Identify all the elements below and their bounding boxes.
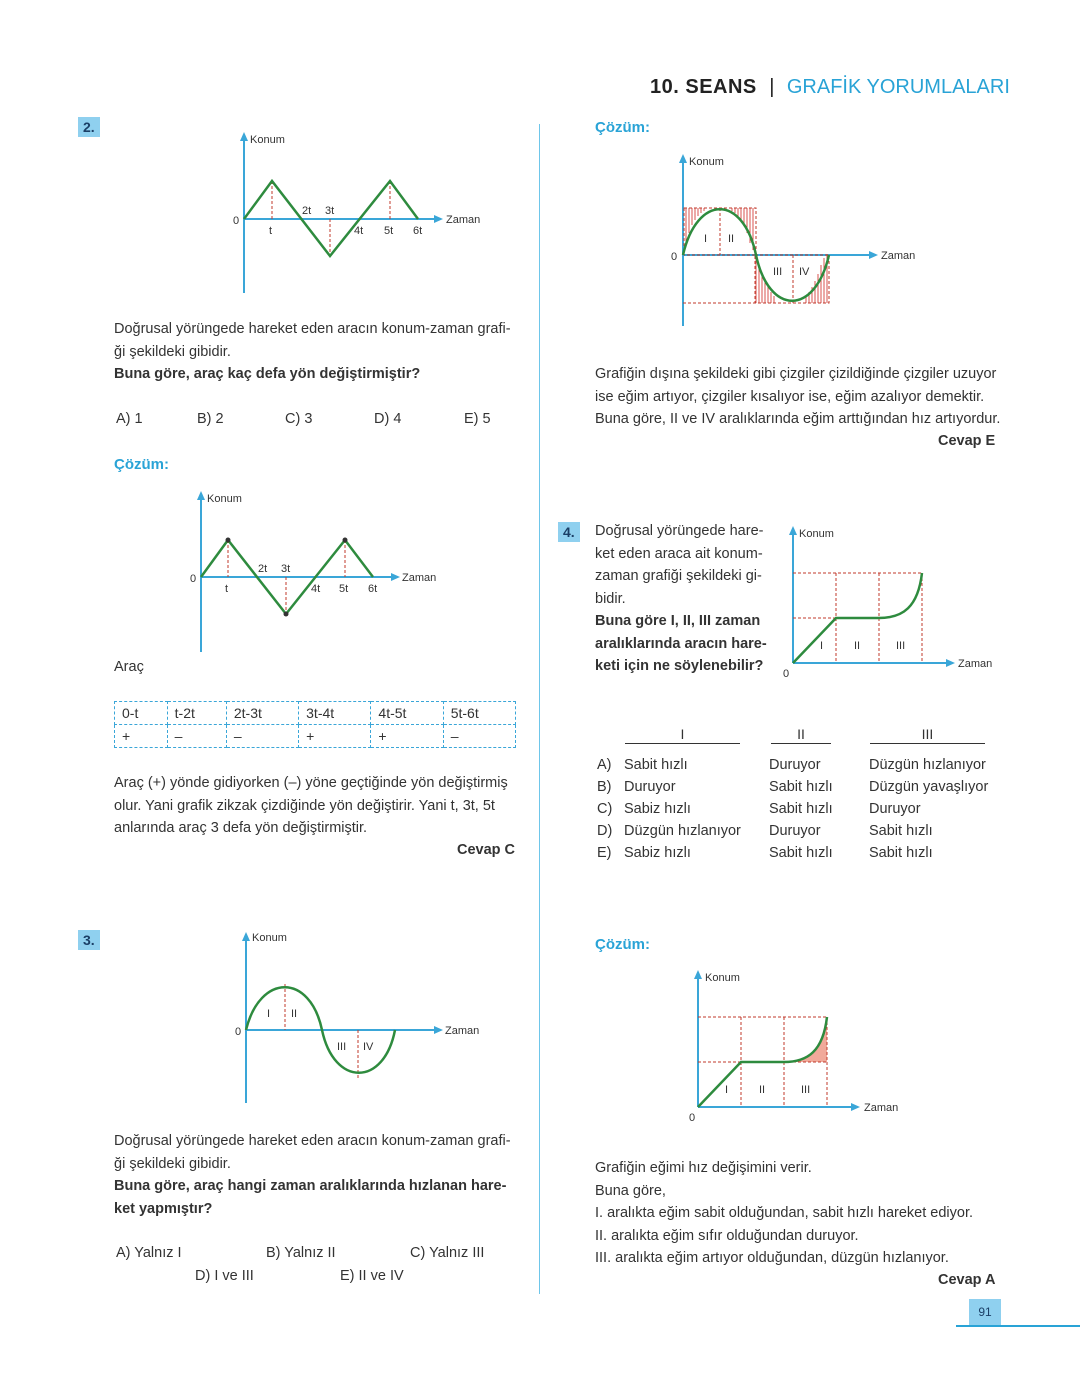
table-sign-cell: +: [115, 725, 168, 748]
q4-explanation: [595, 1157, 1005, 1270]
col-header-i: I: [625, 726, 740, 744]
q3-option-a[interactable]: A) Yalnız I: [116, 1245, 182, 1261]
table-sign-cell: –: [167, 725, 226, 748]
axis-label-konum: Konum: [252, 932, 287, 944]
region-label-iii: III: [801, 1084, 811, 1096]
q2-option-d[interactable]: D) 4: [374, 411, 402, 427]
option-iii: Duruyor: [869, 801, 921, 817]
origin-label: 0: [689, 1112, 696, 1124]
option-i: Sabiz hızlı: [624, 801, 691, 817]
region-label-iii: III: [337, 1041, 347, 1053]
region-label-iii: III: [773, 266, 783, 278]
tick-4t: 4t: [354, 225, 364, 237]
table-header-cell: 5t-6t: [443, 702, 515, 725]
axis-label-zaman: Zaman: [881, 250, 916, 262]
option-iii: Sabit hızlı: [869, 823, 933, 839]
q4-explanation-line: Grafiğin eğimi hız değişimini verir.: [595, 1160, 812, 1176]
option-letter: E): [597, 845, 612, 861]
option-i: Sabit hızlı: [624, 757, 688, 773]
table-header-cell: 4t-5t: [371, 702, 443, 725]
q4-explanation-line: I. aralıkta eğim sabit olduğundan, sabit hızlı hareket ediyor.: [595, 1205, 974, 1221]
q4-question-line: keti için ne söylenebilir?: [595, 658, 764, 674]
option-ii: Duruyor: [769, 823, 821, 839]
axis-label-zaman: Zaman: [402, 572, 437, 584]
axis-label-zaman: Zaman: [864, 1102, 899, 1114]
table-header-cell: 2t-3t: [226, 702, 298, 725]
q4-text-line: ket eden araca ait konum-: [595, 545, 763, 562]
option-ii: Sabit hızlı: [769, 779, 833, 795]
q2-stem: [114, 318, 524, 386]
q3-solution-label: Çözüm:: [595, 119, 650, 136]
q4-text-line: bidir.: [595, 590, 626, 607]
region-label-ii: II: [728, 233, 735, 245]
axis-label-konum: Konum: [250, 134, 285, 146]
q3-explanation: [595, 363, 1005, 431]
axis-label-zaman: Zaman: [445, 1025, 480, 1037]
tick-2t: 2t: [302, 205, 312, 217]
option-ii: Duruyor: [769, 757, 821, 773]
region-label-ii: II: [854, 640, 861, 652]
option-letter: B): [597, 779, 612, 795]
tick-4t: 4t: [311, 583, 321, 595]
q4-graph: [778, 522, 1018, 682]
q4-option-b[interactable]: [597, 779, 1007, 799]
table-sign-cell: –: [226, 725, 298, 748]
q3-stem: [114, 1130, 524, 1220]
option-letter: A): [597, 757, 612, 773]
region-label-iv: IV: [363, 1041, 374, 1053]
region-label-iii: III: [896, 640, 906, 652]
axis-label-konum: Konum: [207, 493, 242, 505]
column-divider: [539, 124, 540, 1294]
axis-label-konum: Konum: [689, 156, 724, 168]
q4-option-a[interactable]: [597, 757, 1007, 777]
q4-explanation-line: Buna göre,: [595, 1182, 666, 1199]
table-sign-cell: –: [443, 725, 515, 748]
axis-label-zaman: Zaman: [958, 658, 993, 670]
q2-answer: Cevap C: [457, 842, 516, 858]
q3-question-line2: ket yapmıştır?: [114, 1200, 213, 1217]
q4-explanation-line: III. aralıkta eğim artıyor olduğundan, düzgün hızlanıyor.: [595, 1250, 949, 1266]
page-footer-line: [956, 1325, 1080, 1327]
table-row: [115, 702, 516, 725]
region-label-i: I: [820, 640, 824, 652]
q4-question-line: Buna göre I, II, III zaman: [595, 613, 761, 629]
origin-label: 0: [671, 251, 678, 263]
q4-option-d[interactable]: [597, 823, 1007, 843]
origin-label: 0: [783, 668, 790, 680]
tick-t: t: [269, 225, 273, 237]
q4-option-e[interactable]: [597, 845, 1007, 865]
q3-answer: Cevap E: [938, 433, 996, 449]
option-iii: Düzgün hızlanıyor: [869, 757, 986, 773]
option-letter: C): [597, 801, 613, 817]
origin-label: 0: [233, 215, 240, 227]
question-number-2: 2.: [78, 117, 100, 137]
q3-explanation-line1: Grafiğin dışına şekildeki gibi çizgiler çizildiğinde çizgiler uzuyor: [595, 366, 997, 382]
q4-options: [597, 757, 1007, 869]
q4-answer: Cevap A: [938, 1272, 996, 1288]
q4-text-line: zaman grafiği şekildeki gi-: [595, 568, 762, 584]
option-ii: Sabit hızlı: [769, 845, 833, 861]
question-number-3: 3.: [78, 930, 100, 950]
axis-label-zaman: Zaman: [446, 214, 481, 226]
q2-option-b[interactable]: B) 2: [197, 411, 224, 427]
tick-2t: 2t: [258, 563, 268, 575]
q2-option-e[interactable]: E) 5: [464, 411, 491, 427]
q4-question-line: aralıklarında aracın hare-: [595, 635, 767, 652]
q4-explanation-line: II. aralıkta eğim sıfır olduğundan duruyor.: [595, 1227, 859, 1244]
q3-option-d[interactable]: D) I ve III: [195, 1268, 254, 1284]
q4-solution-label: Çözüm:: [595, 936, 650, 953]
q2-option-c[interactable]: C) 3: [285, 411, 313, 427]
table-header-cell: t-2t: [167, 702, 226, 725]
header-separator: |: [769, 76, 775, 98]
page-number: 91: [969, 1299, 1001, 1325]
page-header: [650, 76, 1010, 99]
q4-option-c[interactable]: [597, 801, 1007, 821]
q2-text-line2: ği şekildeki gibidir.: [114, 343, 231, 360]
tick-6t: 6t: [413, 225, 423, 237]
table-sign-cell: +: [299, 725, 371, 748]
region-label-i: I: [725, 1084, 729, 1096]
region-label-i: I: [704, 233, 708, 245]
tick-6t: 6t: [368, 583, 378, 595]
q2-solution-label: Çözüm:: [114, 456, 169, 473]
table-row: [115, 725, 516, 748]
col-header-ii: II: [771, 726, 831, 744]
q3-question-line1: Buna göre, araç hangi zaman aralıklarında hızlanan hare-: [114, 1178, 507, 1194]
option-i: Sabiz hızlı: [624, 845, 691, 861]
q2-explanation: [114, 772, 524, 840]
origin-label: 0: [190, 573, 197, 585]
option-iii: Sabit hızlı: [869, 845, 933, 861]
option-i: Düzgün hızlanıyor: [624, 823, 741, 839]
col-header-iii: III: [870, 726, 985, 744]
tick-5t: 5t: [384, 225, 394, 237]
q3-explanation-line3: Buna göre, II ve IV aralıklarında eğim arttığından hız artıyordur.: [595, 411, 1001, 427]
origin-label: 0: [235, 1026, 242, 1038]
q4-solution-graph: [683, 966, 923, 1126]
q2-solution-graph: [185, 487, 455, 657]
q3-option-c[interactable]: C) Yalnız III: [410, 1245, 485, 1261]
tick-3t: 3t: [281, 563, 291, 575]
tick-5t: 5t: [339, 583, 349, 595]
q3-option-b[interactable]: B) Yalnız II: [266, 1245, 336, 1261]
region-label-iv: IV: [799, 266, 810, 278]
axis-label-konum: Konum: [799, 528, 834, 540]
header-title: GRAFİK YORUMLALARI: [786, 76, 1010, 98]
region-label-i: I: [267, 1008, 271, 1020]
tick-t: t: [225, 583, 229, 595]
q3-graph: [230, 928, 500, 1108]
session-label: 10. SEANS: [650, 76, 757, 98]
region-label-ii: II: [759, 1084, 766, 1096]
tick-3t: 3t: [325, 205, 335, 217]
q2-question: Buna göre, araç kaç defa yön değiştirmiştir?: [114, 366, 421, 382]
q3-text-line1: Doğrusal yörüngede hareket eden aracın konum-zaman grafi-: [114, 1133, 511, 1149]
direction-table: [114, 701, 516, 748]
q4-stem: [595, 520, 780, 678]
q4-text-line: Doğrusal yörüngede hare-: [595, 523, 764, 539]
q2-option-a[interactable]: A) 1: [116, 411, 143, 427]
region-label-ii: II: [291, 1008, 298, 1020]
table-sign-cell: +: [371, 725, 443, 748]
question-number-4: 4.: [558, 522, 580, 542]
q2-explanation-line1: Araç (+) yönde gidiyorken (–) yöne geçtiğinde yön değiştirmiş: [114, 775, 508, 791]
table-header-cell: 0-t: [115, 702, 168, 725]
q3-option-e[interactable]: E) II ve IV: [340, 1268, 404, 1284]
table-header-cell: 3t-4t: [299, 702, 371, 725]
q2-explanation-line3: anlarında araç 3 defa yön değiştirmiştir.: [114, 820, 368, 836]
q2-graph: [228, 128, 498, 298]
q2-explanation-line2: olur. Yani grafik zikzak çizdiğinde yön değiştirir. Yani t, 3t, 5t: [114, 797, 495, 814]
option-letter: D): [597, 823, 613, 839]
q3-text-line2: ği şekildeki gibidir.: [114, 1155, 231, 1172]
q3-explanation-line2: ise eğim artıyor, çizgiler kısalıyor ise, eğim azalıyor demektir.: [595, 388, 985, 405]
q3-solution-graph: [665, 150, 935, 330]
option-i: Duruyor: [624, 779, 676, 795]
q2-text-line1: Doğrusal yörüngede hareket eden aracın konum-zaman grafi-: [114, 321, 511, 337]
option-ii: Sabit hızlı: [769, 801, 833, 817]
axis-label-konum: Konum: [705, 972, 740, 984]
option-iii: Düzgün yavaşlıyor: [869, 779, 989, 795]
arac-label: Araç: [114, 659, 144, 675]
